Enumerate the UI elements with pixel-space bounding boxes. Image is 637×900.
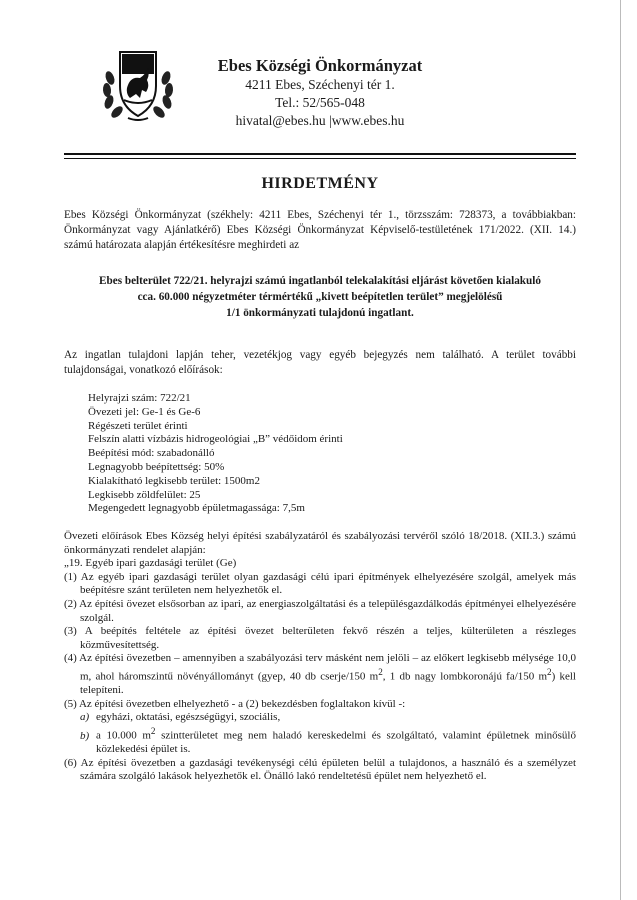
clause-5a <box>64 711 576 725</box>
property-item: Legkisebb zöldfelület: 25 <box>88 488 201 501</box>
clause-4 <box>64 652 576 697</box>
superscript-2: 2 <box>547 666 552 677</box>
municipal-crest-icon <box>100 44 176 124</box>
organization-address: 4211 Ebes, Széchenyi tér 1. <box>245 77 395 92</box>
superscript-2: 2 <box>150 725 156 736</box>
subject-line: 1/1 önkormányzati tulajdonú ingatlant. <box>226 307 414 319</box>
header-rule-thin <box>64 158 576 159</box>
property-item: Felszín alatti vízbázis hidrogeológiai „B” védőidom érinti <box>88 433 343 446</box>
clause-5b <box>64 725 576 757</box>
subject-block <box>64 273 576 321</box>
organization-name: Ebes Községi Önkormányzat <box>217 56 423 75</box>
regulation-section <box>64 530 576 784</box>
clause-4-text: (4) Az építési övezetben – amennyiben a szabályozási terv másként nem jelöli – az előkert legkisebb mélysége 10,0 m, ahol háromszintű növényállományt (gyep, 40 db cserje/150 m <box>64 652 576 683</box>
subject-line: cca. 60.000 négyzetméter térmértékű „kivett beépítetlen terület” megjelölésű <box>137 291 503 303</box>
clause-2: (2) Az építési övezet elsősorban az ipari, az energiaszolgáltatási és a településgazdálkodás építményei elhelyezésére szolgál. <box>64 597 576 624</box>
scan-edge <box>620 0 621 900</box>
organization-phone: Tel.: 52/565-048 <box>275 95 365 110</box>
property-item: Régészeti terület érinti <box>88 419 188 432</box>
clause-5: (5) Az építési övezetben elhelyezhető - a (2) bekezdésben foglaltakon kívül -: <box>64 697 406 710</box>
document-title: HIRDETMÉNY <box>261 175 379 192</box>
intro-paragraph: Ebes Községi Önkormányzat (székhely: 4211 Ebes, Széchenyi tér 1., törzsszám: 728373, a továbbiakban: Önkormányzat vagy Ajánlatkérő) Ebes Községi Önkormányzat Képviselő-testületének 171/2022. (XII. 14.) számú határozata alapján értékesítésre meghirdeti az <box>64 209 576 251</box>
clause-1: (1) Az egyéb ipari gazdasági terület olyan gazdasági célú ipari építmények elhelyezésére szolgál, amelyek más beépítésre szánt területen nem helyezhetők el. <box>64 570 576 597</box>
subject-line: Ebes belterület 722/21. helyrajzi számú ingatlanból telekalakítási eljárást követően kialakuló <box>99 275 541 287</box>
item-label: b) <box>80 729 90 742</box>
clause-4-text: , 1 db nagy lombkoronájú fa/150 m <box>382 670 548 683</box>
organization-contact: hivatal@ebes.hu |www.ebes.hu <box>235 113 405 128</box>
header-rule-thick <box>64 153 576 155</box>
letterhead <box>200 56 440 130</box>
encumbrance-paragraph: Az ingatlan tulajdoni lapján teher, vezetékjog vagy egyéb bejegyzés nem található. A terület további tulajdonságai, vonatkozó előírások: <box>64 349 576 376</box>
clause-3: (3) A beépítés feltétele az építési övezet belterületen fekvő részén a teljes, külterületen a részleges közművesítettség. <box>64 625 576 651</box>
property-item: Kialakítható legkisebb terület: 1500m2 <box>88 474 260 487</box>
property-item: Megengedett legnagyobb épületmagassága: 7,5m <box>88 502 305 515</box>
clause-5a-text: egyházi, oktatási, egészségügyi, szociális, <box>96 711 281 724</box>
property-item: Legnagyobb beépítettség: 50% <box>88 460 225 473</box>
property-item: Helyrajzi szám: 722/21 <box>88 392 191 404</box>
clause-5b-text: a 10.000 m <box>96 729 151 742</box>
item-label: a) <box>80 711 90 724</box>
clause-4-text: ) kell telepíteni. <box>80 670 576 697</box>
property-item: Beépítési mód: szabadonálló <box>88 447 215 460</box>
clause-6: (6) Az építési övezetben a gazdasági tevékenységi célú épületen belül a tulajdonos, a használó és a személyzet számára szolgáló lakások helyezhetők el. Önálló lakó rendeltetésű épület nem helyezhető el. <box>64 756 576 783</box>
clause-5b-text: szintterületet meg nem haladó kereskedelmi és szolgáltató, valamint épületnek minősülő közlekedési épület is. <box>96 729 576 756</box>
regulation-intro: Övezeti előírások Ebes Község helyi építési szabályzatáról és szabályozási tervéről szóló 18/2018. (XII.3.) számú önkormányzati rendelet alapján: <box>64 530 576 556</box>
property-list <box>88 392 568 516</box>
property-item: Övezeti jel: Ge-1 és Ge-6 <box>88 405 201 418</box>
section-title: „19. Egyéb ipari gazdasági terület (Ge) <box>64 557 237 570</box>
superscript-2: 2 <box>378 666 383 677</box>
